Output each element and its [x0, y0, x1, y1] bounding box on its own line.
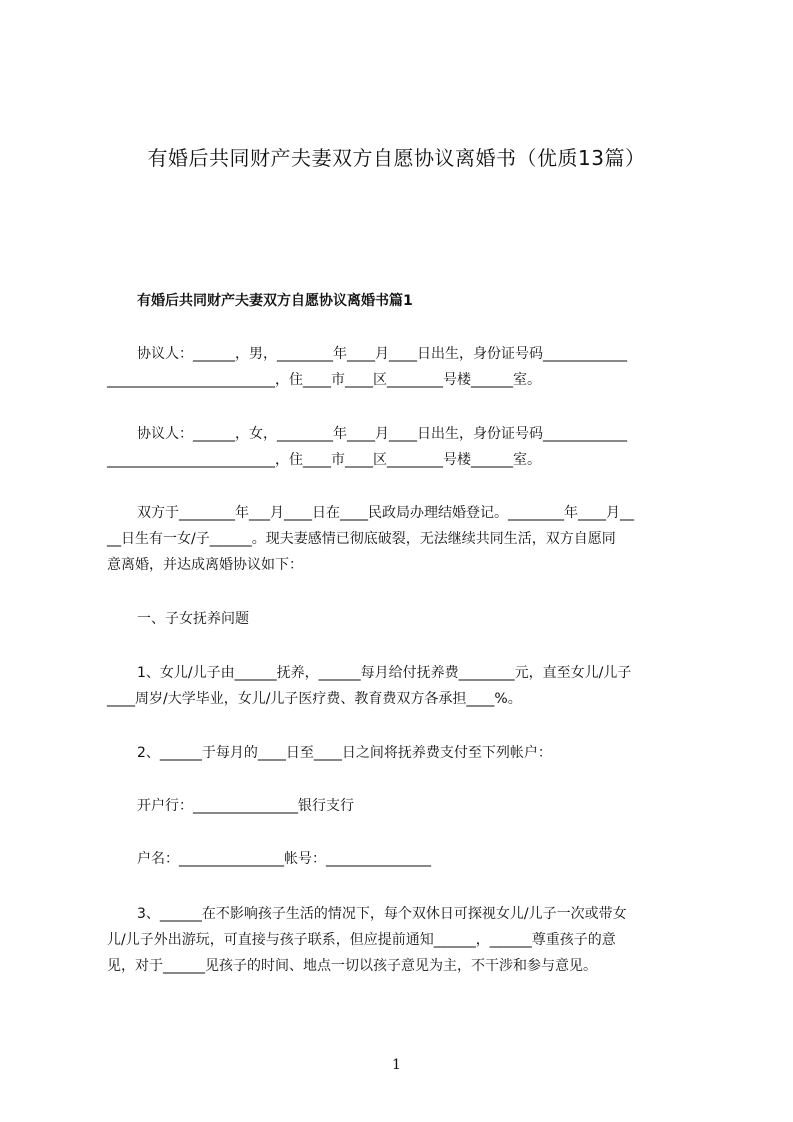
paragraph-line: 意离婚，并达成离婚协议如下： — [107, 557, 303, 573]
party-female-paragraph — [107, 421, 707, 473]
paragraph-line: 2、______于每月的____日至____日之间将抚养费支付至下列帐户： — [137, 745, 552, 761]
marriage-registration-paragraph — [107, 500, 707, 578]
page-number: 1 — [392, 1057, 401, 1073]
paragraph-line: 双方于________年___月____日在____民政局办理结婚登记。________年____月__ — [137, 505, 634, 521]
paragraph-line: 儿/儿子外出游玩，可直接与孩子联系，但应提前通知______，______尊重孩子的意 — [107, 932, 616, 948]
child-custody-heading — [107, 606, 707, 632]
paragraph-line: 协议人：______，男，________年____月____日出生，身份证号码____________ — [137, 346, 627, 362]
custody-item-2 — [107, 740, 707, 766]
paragraph-line: 1、女儿/儿子由______抚养，______每月给付抚养费________元，直至女儿/儿子 — [137, 665, 632, 681]
account-line — [107, 846, 707, 872]
paragraph-line: ____周岁/大学毕业，女儿/儿子医疗费、教育费双方各承担____%。 — [107, 691, 522, 707]
paragraph-line: 一、子女抚养问题 — [137, 611, 249, 627]
paragraph-line: ________________________，住____市____区________号楼______室。 — [107, 372, 541, 388]
paragraph-line: __日生有一女/子______。现夫妻感情已彻底破裂，无法继续共同生活，双方自愿同 — [107, 531, 616, 547]
paragraph-line: 3、______在不影响孩子生活的情况下，每个双休日可探视女儿/儿子一次或带女 — [137, 906, 627, 922]
paragraph-line: 见，对于______见孩子的时间、地点一切以孩子意见为主，不干涉和参与意见。 — [107, 958, 597, 974]
paragraph-line: 协议人：______，女，________年____月____日出生，身份证号码____________ — [137, 426, 627, 442]
paragraph-line: 开户行：_______________银行支行 — [137, 798, 354, 814]
section-heading: 有婚后共同财产夫妻双方自愿协议离婚书篇1 — [137, 293, 413, 309]
paragraph-line: ________________________，住____市____区________号楼______室。 — [107, 452, 541, 468]
bank-line — [107, 793, 707, 819]
custody-item-3 — [107, 901, 707, 979]
custody-item-1 — [107, 660, 707, 712]
paragraph-line: 户名：_______________帐号：_______________ — [137, 851, 431, 867]
document-title: 有婚后共同财产夫妻双方自愿协议离婚书（优质13篇） — [147, 146, 646, 170]
party-male-paragraph — [107, 341, 707, 393]
